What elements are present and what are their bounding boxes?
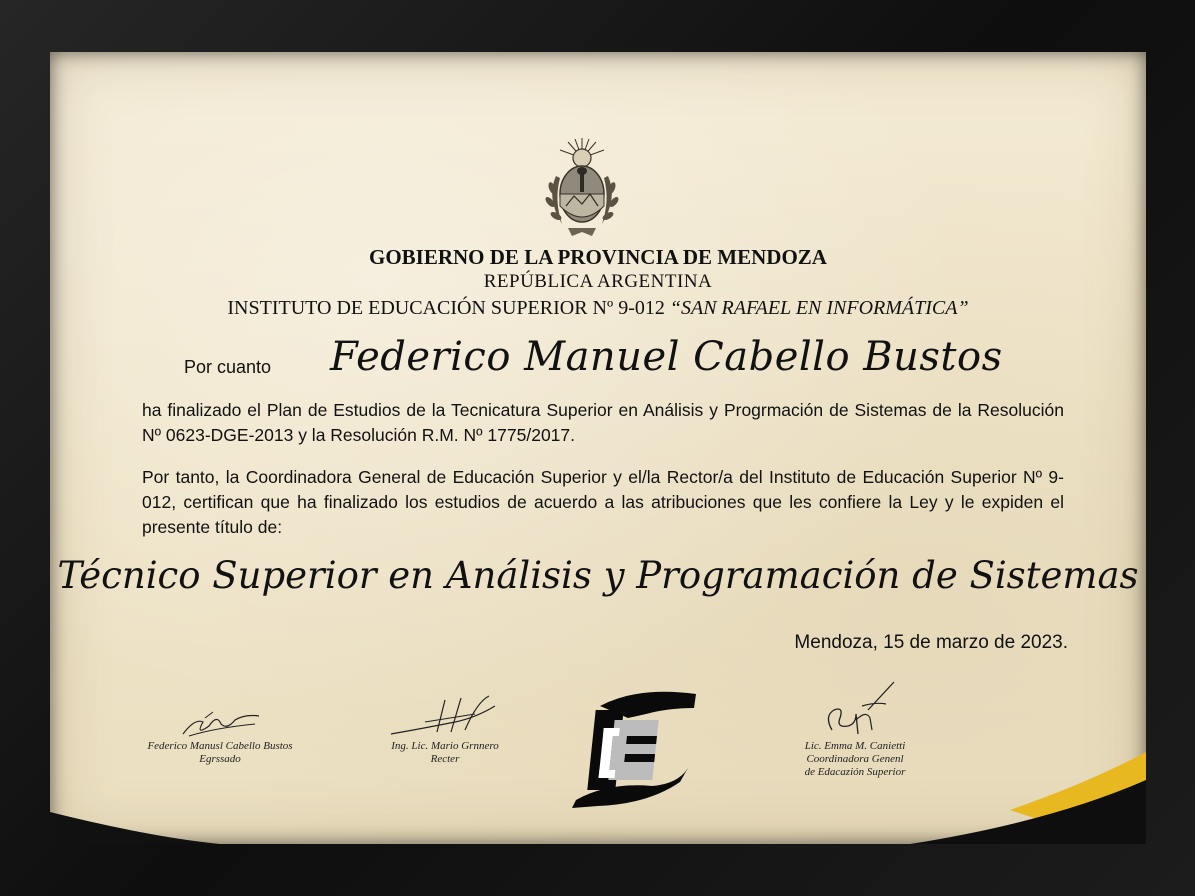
por-cuanto-label: Por cuanto <box>184 357 272 377</box>
graduate-signature-block <box>130 704 310 766</box>
mendoza-coat-of-arms-icon <box>540 136 624 244</box>
coordinator-role: Coordinadora Genenl <box>806 753 904 765</box>
institute-logo-icon <box>568 688 698 813</box>
coordinator-name: Lic. Emma M. Canietti <box>804 740 906 752</box>
rector-signature-block <box>360 692 530 766</box>
institute-heading <box>50 297 1146 320</box>
rector-name: Ing. Lic. Mario Grnnero <box>391 740 499 752</box>
certification-paragraph: Por tanto, la Coordinadora General de Educación Superior y el/la Rector/a del Instituto de Educación Superior Nº 9-012, certifican que ha finalizado los estudios de acuerdo a las atribuciones que les confiere la Ley y le expiden el presente título de: <box>142 467 1064 537</box>
rector-role: Recter <box>430 753 460 765</box>
institute-name: “SAN RAFAEL EN INFORMÁTICA” <box>669 297 969 319</box>
coordinator-signature-block <box>770 680 940 779</box>
rector-signature-icon <box>385 692 505 740</box>
certificate-paper <box>50 52 1146 844</box>
government-heading: GOBIERNO DE LA PROVINCIA DE MENDOZA <box>369 245 827 269</box>
republic-heading: REPÚBLICA ARGENTINA <box>483 271 713 292</box>
coordinator-signature-icon <box>810 680 900 740</box>
coordinator-role-line2: de Edacazión Superior <box>804 766 906 778</box>
recipient-name: Federico Manuel Cabello Bustos <box>330 334 1003 380</box>
completion-paragraph: ha finalizado el Plan de Estudios de la Tecnicatura Superior en Análisis y Progrmación de Sistemas de la Resolución Nº 0623-DGE-2013 y la Resolución R.M. Nº 1775/2017. <box>142 400 1064 445</box>
institute-number: INSTITUTO DE EDUCACIÓN SUPERIOR Nº 9-012 <box>227 297 665 319</box>
graduate-signature-icon <box>175 704 265 740</box>
degree-title: Técnico Superior en Análisis y Programación de Sistemas <box>57 554 1139 597</box>
graduate-role: Egrssado <box>199 753 241 765</box>
graduate-name: Federico Manusl Cabello Bustos <box>147 740 293 752</box>
issue-date: Mendoza, 15 de marzo de 2023. <box>794 632 1068 653</box>
